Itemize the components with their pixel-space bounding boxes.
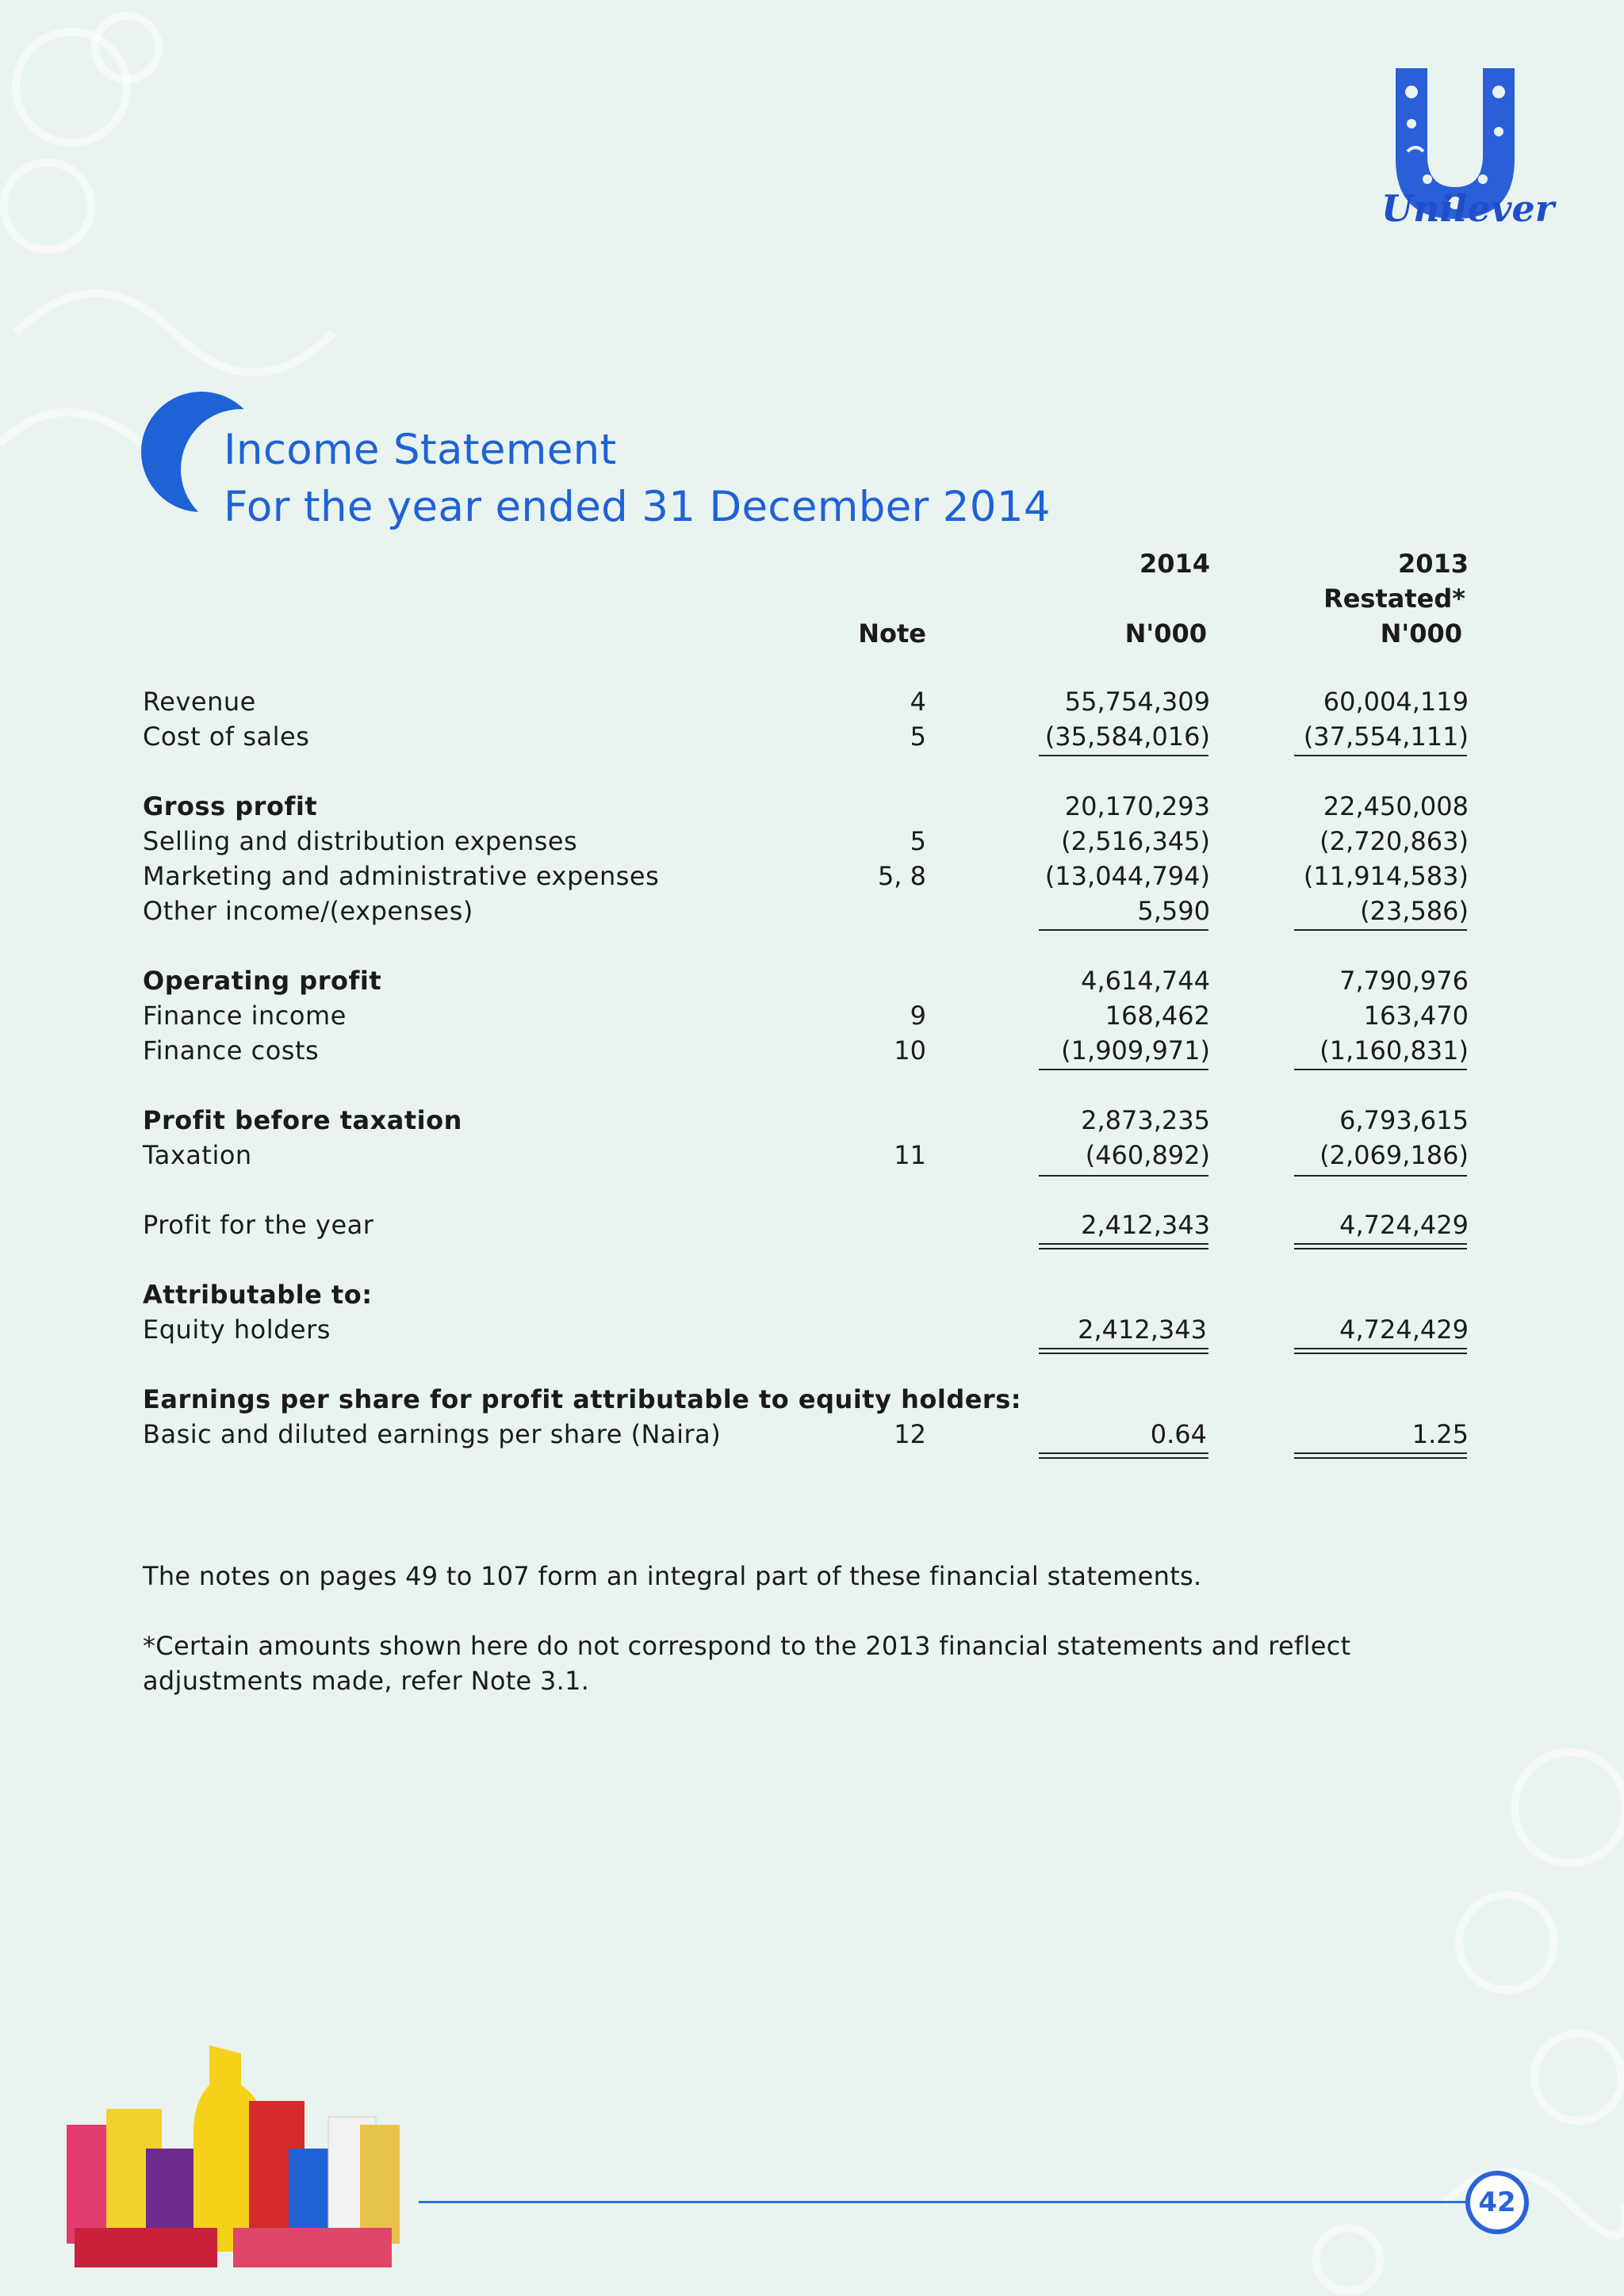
col-note-header: Note <box>858 618 926 649</box>
row-note: 12 <box>894 1419 926 1449</box>
row-value-2014: 4,614,744 <box>1081 966 1210 996</box>
row-value-2014: (1,909,971) <box>1061 1035 1210 1066</box>
row-note: 9 <box>910 1001 926 1031</box>
row-label: Finance income <box>143 1001 347 1031</box>
row-label: Marketing and administrative expenses <box>143 861 660 891</box>
row-value-2013: 163,470 <box>1363 1001 1469 1031</box>
row-label: Gross profit <box>143 791 318 821</box>
row-value-2014: 2,412,343 <box>1081 1210 1210 1240</box>
row-label: Basic and diluted earnings per share (Naira) <box>143 1419 722 1449</box>
row-note: 5 <box>910 826 926 856</box>
row-value-2014: 5,590 <box>1137 896 1210 926</box>
row-value-2013: (23,586) <box>1360 896 1469 926</box>
row-label: Taxation <box>143 1140 252 1170</box>
row-value-2014: (2,516,345) <box>1061 826 1210 856</box>
subtotal-rule <box>1039 929 1208 931</box>
row-note: 10 <box>894 1035 926 1066</box>
row-label: Earnings per share for profit attributable to equity holders: <box>143 1384 1022 1414</box>
subtotal-rule <box>1294 755 1467 756</box>
notes-reference: The notes on pages 49 to 107 form an integral part of these financial statements. <box>143 1561 1202 1591</box>
total-double-rule <box>1039 1243 1208 1249</box>
total-double-rule <box>1294 1348 1467 1354</box>
row-note: 11 <box>894 1140 926 1170</box>
subtotal-rule <box>1039 1069 1208 1070</box>
total-double-rule <box>1039 1348 1208 1354</box>
row-label: Revenue <box>143 687 256 717</box>
row-value-2013: (37,554,111) <box>1303 721 1469 752</box>
col-2013-restated: Restated* <box>1323 584 1465 614</box>
row-value-2013: 60,004,119 <box>1323 687 1469 717</box>
col-2014-header: 2014 <box>1139 549 1210 579</box>
row-value-2013: (1,160,831) <box>1320 1035 1469 1066</box>
subtotal-rule <box>1039 755 1208 756</box>
subtotal-rule <box>1039 1175 1208 1177</box>
row-value-2013: (11,914,583) <box>1303 861 1469 891</box>
row-value-2014: 168,462 <box>1105 1001 1210 1031</box>
row-label: Attributable to: <box>143 1280 373 1310</box>
brand-wordmark: Unilever <box>1381 187 1555 230</box>
row-label: Other income/(expenses) <box>143 896 473 926</box>
row-value-2013: 22,450,008 <box>1323 791 1469 821</box>
row-note: 5, 8 <box>877 861 926 891</box>
footer-rule <box>419 2201 1465 2203</box>
subtotal-rule <box>1294 1069 1467 1070</box>
total-double-rule <box>1039 1452 1208 1459</box>
row-value-2014: 2,873,235 <box>1081 1105 1210 1135</box>
row-value-2013: 4,724,429 <box>1339 1314 1469 1345</box>
row-value-2014: 0.64 <box>1150 1419 1207 1449</box>
row-value-2013: (2,069,186) <box>1320 1140 1469 1170</box>
col-2013-header: 2013 <box>1397 549 1469 579</box>
subtotal-rule <box>1294 929 1467 931</box>
row-label: Finance costs <box>143 1035 320 1066</box>
total-double-rule <box>1294 1452 1467 1459</box>
row-value-2013: 4,724,429 <box>1339 1210 1469 1240</box>
row-value-2014: 55,754,309 <box>1064 687 1210 717</box>
total-double-rule <box>1294 1243 1467 1249</box>
page-number: 42 <box>1465 2171 1529 2234</box>
row-value-2014: 2,412,343 <box>1078 1314 1207 1345</box>
row-value-2014: (460,892) <box>1085 1140 1210 1170</box>
title-line-2: For the year ended 31 December 2014 <box>224 483 1051 531</box>
row-value-2014: 20,170,293 <box>1064 791 1210 821</box>
subtotal-rule <box>1294 1175 1467 1177</box>
row-value-2014: (13,044,794) <box>1044 861 1210 891</box>
row-label: Equity holders <box>143 1314 331 1345</box>
row-value-2013: 7,790,976 <box>1339 966 1469 996</box>
row-label: Cost of sales <box>143 721 310 752</box>
page-title <box>224 422 1051 536</box>
row-label: Profit for the year <box>143 1210 374 1240</box>
row-label: Selling and distribution expenses <box>143 826 578 856</box>
row-value-2013: 6,793,615 <box>1339 1105 1469 1135</box>
row-value-2013: (2,720,863) <box>1320 826 1469 856</box>
row-note: 4 <box>910 687 926 717</box>
product-collage-image <box>59 2030 412 2275</box>
row-value-2014: (35,584,016) <box>1044 721 1210 752</box>
restated-footnote: *Certain amounts shown here do not correspond to the 2013 financial statements and reflect adjustments made, refer Note 3.1. <box>143 1631 1351 1696</box>
row-label: Operating profit <box>143 966 382 996</box>
col-2013-unit: N'000 <box>1380 618 1462 649</box>
title-line-1: Income Statement <box>224 426 617 474</box>
row-label: Profit before taxation <box>143 1105 462 1135</box>
col-2014-unit: N'000 <box>1124 618 1207 649</box>
row-value-2013: 1.25 <box>1411 1419 1469 1449</box>
row-note: 5 <box>910 721 926 752</box>
